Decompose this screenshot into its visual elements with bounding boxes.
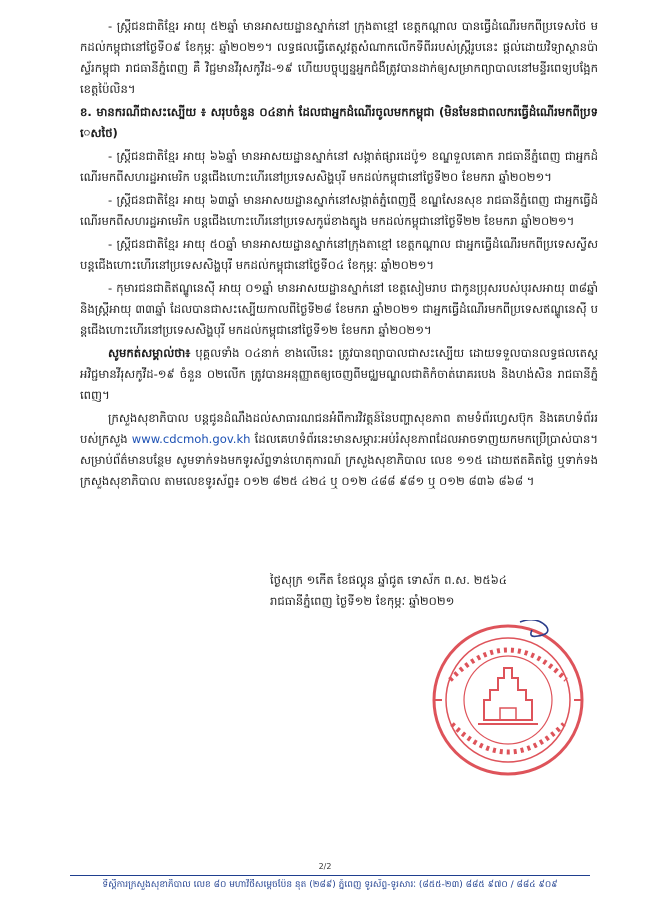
paragraph-recovered-2: - ស្ត្រីជនជាតិខ្មែរ អាយុ ៦៣ឆ្នាំ មានអាសយដ្ឋានស្នាក់នៅសង្កាត់ភ្នំពេញថ្មី ខណ្ឌសែនសុខ រាជធានីភ្នំពេញ ជាអ្នកធ្វើដំណើរមកពីសហរដ្ឋអាមេរិក បន្តជើងហោះហើរនៅប្រទេសកូរ៉េខាងត្បូង មកដល់កម្ពុជានៅថ្ងៃទី២២ ខែមករា ឆ្នាំ២០២១។ — [80, 193, 598, 228]
contact-text-before: ក្រសួងសុខាភិបាល បន្តជូនដំណឹងដល់សាធារណជនអំពីការវិវត្តន៍នៃបញ្ហាសុខភាព តាមទំព័រហ្វេសប៊ុក និងគេហទំព័ររបស់ក្រសួង — [80, 411, 598, 446]
date-lunar: ថ្ងៃសុក្រ ១កើត ខែផល្គុន ឆ្នាំជូត ទោស័ក ព.ស. ២៥៦៤ — [270, 573, 508, 587]
footer-address: ទីស្តីការក្រសួងសុខាភិបាល លេខ ៨០ មហាវិថីសម្តេចប៉ែន នុត (២៨៩) ភ្នំពេញ ទូរស័ព្ទ-ទូរសារៈ (៨៥៥-២៣) ៨៨៥ ៩៧០ / ៨៨៤ ៩០៩ — [102, 880, 558, 890]
paragraph-case-pailin: - ស្ត្រីជនជាតិខ្មែរ អាយុ ៥២ឆ្នាំ មានអាសយដ្ឋានស្នាក់នៅ ក្រុងតាខ្មៅ ខេត្តកណ្តាល បានធ្វើដំណើរមកពីប្រទេសថៃ មកដល់កម្ពុជានៅថ្ងៃទី០៩ ខែកុម្ភៈ ឆ្នាំ២០២១។ លទ្ធផលធ្វើតេស្តវត្តសំណាកលើកទីពីររបស់ស្ត្រីរូបនេះ ផ្តល់ដោយវិទ្យាស្ថានប៉ាស្ទ័រកម្ពុជា រាជធានីភ្នំពេញ គឺ វិជ្ជមានវីរុសកូវីដ-១៩ ហើយបច្ចុប្បន្នអ្នកជំងឺត្រូវបានដាក់ឲ្យសម្រាកព្យាបាលនៅមន្ទីរពេទ្យបង្អែកខេត្តប៉ៃលិន។ — [80, 19, 598, 96]
paragraph-note — [80, 343, 598, 406]
note-text: បុគ្គលទាំង ០៤នាក់ ខាងលើនេះ ត្រូវបានព្យាបាលជាសះស្បើយ ដោយទទួលបានលទ្ធផលតេស្ត អវិជ្ជមានវីរុសកូវីដ-១៩ ចំនួន ០២លើក ត្រូវបានអនុញ្ញាតឲ្យចេញពីមជ្ឈមណ្ឌលជាតិកំចាត់រោគរបេង និងហង់សិន រាជធានីភ្នំពេញ។ — [80, 346, 598, 402]
section-heading-recovered: ខ. មានករណីជាសះស្បើយ ៖ សរុបចំនួន ០៤នាក់ ដែលជាអ្នកដំណើរចូលមកកម្ពុជា (មិនមែនជាពលករធ្វើដំណើរមកពីប្រទេសថៃ) — [80, 105, 598, 140]
ministry-seal-stamp — [428, 620, 588, 780]
paragraph-recovered-4: - កុមារជនជាតិឥណ្ឌូនេស៊ី អាយុ ០១ឆ្នាំ មានអាសយដ្ឋានស្នាក់នៅ ខេត្តសៀមរាប ជាកូនប្រុសរបស់បុរសអាយុ ៣៨ឆ្នាំ និងស្ត្រីអាយុ ៣៣ឆ្នាំ ដែលបានជាសះស្បើយកាលពីថ្ងៃទី២៨ ខែមករា ឆ្នាំ២០២១ ជាអ្នកធ្វើដំណើរមកពីប្រទេសឥណ្ឌូនេស៊ី បន្តជើងហោះហើរនៅប្រទេសសិង្ហបុរី មកដល់កម្ពុជានៅថ្ងៃទី១២ ខែមករា ឆ្នាំ២០២១។ — [80, 281, 598, 337]
website-link[interactable]: www.cdcmoh.gov.kh — [131, 432, 251, 446]
paragraph-recovered-1: - ស្ត្រីជនជាតិខ្មែរ អាយុ ៦៦ឆ្នាំ មានអាសយដ្ឋានស្នាក់នៅ សង្កាត់ផ្សារដេប៉ូ១ ខណ្ឌទួលគោក រាជធានីភ្នំពេញ ជាអ្នកដំណើរមកពីសហរដ្ឋអាមេរិក បន្តជើងហោះហើរនៅប្រទេសសិង្ហបុរី មកដល់កម្ពុជានៅថ្ងៃទី២០ ខែមករា ឆ្នាំ២០២១។ — [80, 149, 598, 184]
note-label: សូមកត់សម្គាល់ថា៖ — [108, 346, 191, 360]
signature-block — [270, 570, 530, 612]
date-solar: រាជធានីភ្នំពេញ ថ្ងៃទី១២ ខែកុម្ភៈ ឆ្នាំ២០២១ — [270, 594, 455, 608]
document-body — [80, 16, 598, 494]
paragraph-contact — [80, 408, 598, 492]
contact-text-after: ដែលគេហទំព័រនេះមានសម្ភារៈអប់រំសុខភាពដែលអាចទាញយកមកប្រើប្រាស់បាន។ សម្រាប់ព័ត៌មានបន្ថែម សូមទាក់ទងមកទូរស័ព្ទទាន់ហេតុការណ៍ ក្រសួងសុខាភិបាល លេខ ១១៥ ដោយឥតគិតថ្លៃ ឬទាក់ទងក្រសួងសុខាភិបាល តាមលេខទូរស័ព្ទ៖ ០១២ ៨២៥ ៤២៤ ឬ ០១២ ៤៨៨ ៩៨១ ឬ ០១២ ៨៣៦ ៨៦៨ ។ — [80, 432, 598, 488]
footer-divider — [70, 875, 590, 876]
page-number: 2/2 — [318, 862, 332, 871]
paragraph-recovered-3: - ស្ត្រីជនជាតិខ្មែរ អាយុ ៥០ឆ្នាំ មានអាសយដ្ឋានស្នាក់នៅក្រុងតាខ្មៅ ខេត្តកណ្តាល ជាអ្នកធ្វើដំណើរមកពីប្រទេសស្វីស បន្តជើងហោះហើរនៅប្រទេសសិង្ហបុរី មកដល់កម្ពុជានៅថ្ងៃទី០៤ ខែកុម្ភៈ ឆ្នាំ២០២១។ — [80, 237, 598, 272]
